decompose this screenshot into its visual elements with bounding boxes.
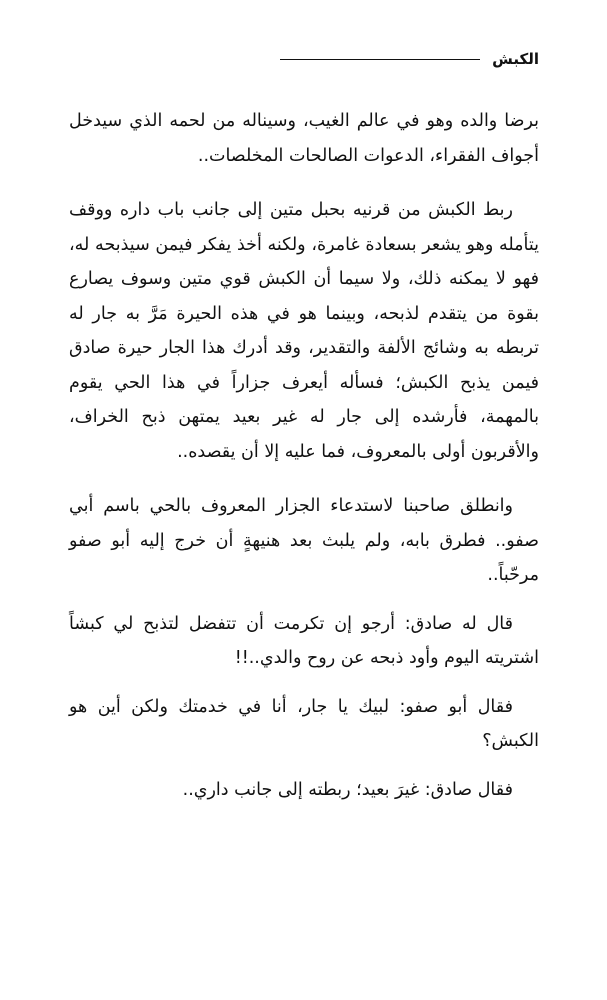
paragraph-abu-safw-reply: فقال أبو صفو: لبيك يا جار، أنا في خدمتك ولكن أين هو الكبش؟: [69, 696, 539, 751]
paragraph-continuation: برضا والده وهو في عالم الغيب، وسيناله من لحمه الذي سيدخل أجواف الفقراء، الدعوات الصالحات المخلصات..: [69, 111, 539, 166]
paragraph-going-to-butcher: وانطلق صاحبنا لاستدعاء الجزار المعروف بالحي باسم أبي صفو.. فطرق بابه، ولم يلبث بعد هنيهةٍ أن خرج إليه أبو صفو مرحّباً..: [69, 496, 539, 585]
body-text: [69, 104, 539, 807]
paragraph-sadiq-answer: فقال صادق: غيرَ بعيد؛ ربطته إلى جانب داري..: [182, 779, 513, 800]
paragraph-sadiq-request: قال له صادق: أرجو إن تكرمت أن تتفضل لتذبح لي كبشاً اشتريته اليوم وأود ذبحه عن روح والدي..!!: [69, 613, 539, 668]
paragraph-tying-ram: ربط الكبش من قرنيه بحبل متين إلى جانب باب داره ووقف يتأمله وهو يشعر بسعادة غامرة، ولكنه أخذ يفكر فيمن سيذبحه له، فهو لا يمكنه ذلك، ولا سيما أن الكبش قوي متين وسوف يصارع بقوة من يتقدم لذبحه، وبينما هو في هذه الحيرة مَرَّ به جار له تربطه به وشائج الألفة والتقدير، وقد أدرك هذا الجار حيرة صادق فيمن يذبح الكبش؛ فسأله أيعرف جزاراً في هذا الحي يقوم بالمهمة، فأرشده إلى جار له غير بعيد يمتهن ذبح الخراف، والأقربون أولى بالمعروف، فما عليه إلا أن يقصده..: [69, 200, 539, 462]
header-rule: [280, 59, 480, 60]
running-header: [69, 44, 539, 74]
chapter-title: الكبش: [492, 50, 539, 68]
